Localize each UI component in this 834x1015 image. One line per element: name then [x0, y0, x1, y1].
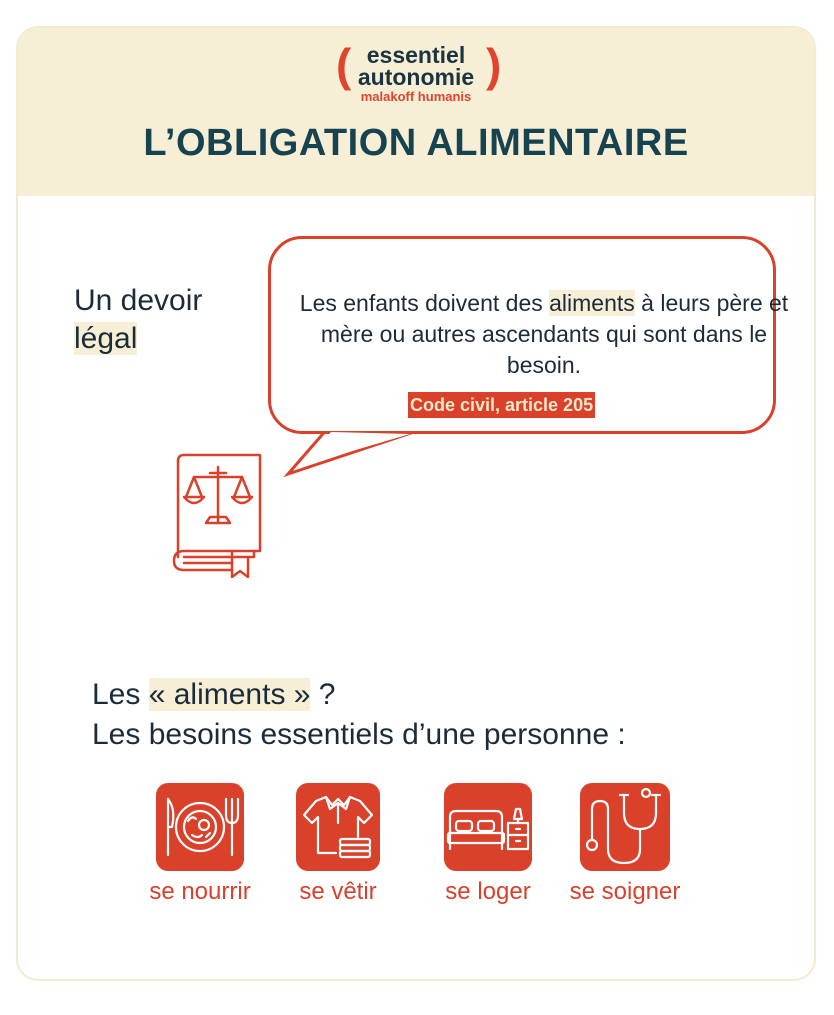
- need-label-nourrir: se nourrir: [149, 878, 251, 905]
- plate-cutlery-icon: [156, 783, 244, 871]
- quote-source: Code civil, article 205: [408, 392, 595, 418]
- logo-line-2: autonomie: [357, 64, 475, 90]
- loger-tile: [444, 783, 532, 871]
- law-book-icon: [170, 453, 270, 578]
- quote-highlight: aliments: [549, 290, 635, 316]
- question-aliments: « aliments »: [148, 678, 311, 711]
- quote-before: Les enfants doivent des: [299, 290, 550, 316]
- infographic-card: [16, 26, 816, 981]
- clothes-icon: [296, 783, 380, 871]
- need-nourrir: [125, 783, 275, 907]
- logo-paren-right: ): [486, 39, 502, 91]
- need-soigner: [550, 783, 700, 907]
- question-line-2: Les besoins essentiels d’une personne :: [92, 718, 626, 751]
- soigner-tile: [580, 783, 670, 871]
- question-line-1: [92, 676, 336, 714]
- question-les: Les: [92, 678, 149, 711]
- vetir-tile: [296, 783, 380, 871]
- need-label-soigner: se soigner: [569, 878, 681, 905]
- need-vetir: [263, 783, 413, 907]
- logo-line-1: essentiel: [366, 42, 466, 68]
- logo-line-3: malakoff humanis: [360, 89, 472, 104]
- devoir-highlight: légal: [74, 322, 138, 355]
- speech-bubble-tail-cover: [18, 28, 816, 488]
- need-loger: [413, 783, 563, 907]
- nourrir-tile: [156, 783, 244, 871]
- question-mark: ?: [310, 678, 336, 711]
- need-label-vetir: se vêtir: [299, 878, 377, 905]
- logo-paren-left: (: [336, 39, 352, 91]
- devoir-line-1: Un devoir: [74, 284, 203, 317]
- page-title: L’OBLIGATION ALIMENTAIRE: [143, 122, 689, 164]
- quote-after: à leurs père et mère ou autres ascendants qui sont dans le besoin.: [320, 290, 789, 378]
- quote-text: [294, 288, 794, 381]
- bed-icon: [444, 783, 532, 871]
- stethoscope-icon: [580, 783, 670, 871]
- need-label-loger: se loger: [445, 878, 531, 905]
